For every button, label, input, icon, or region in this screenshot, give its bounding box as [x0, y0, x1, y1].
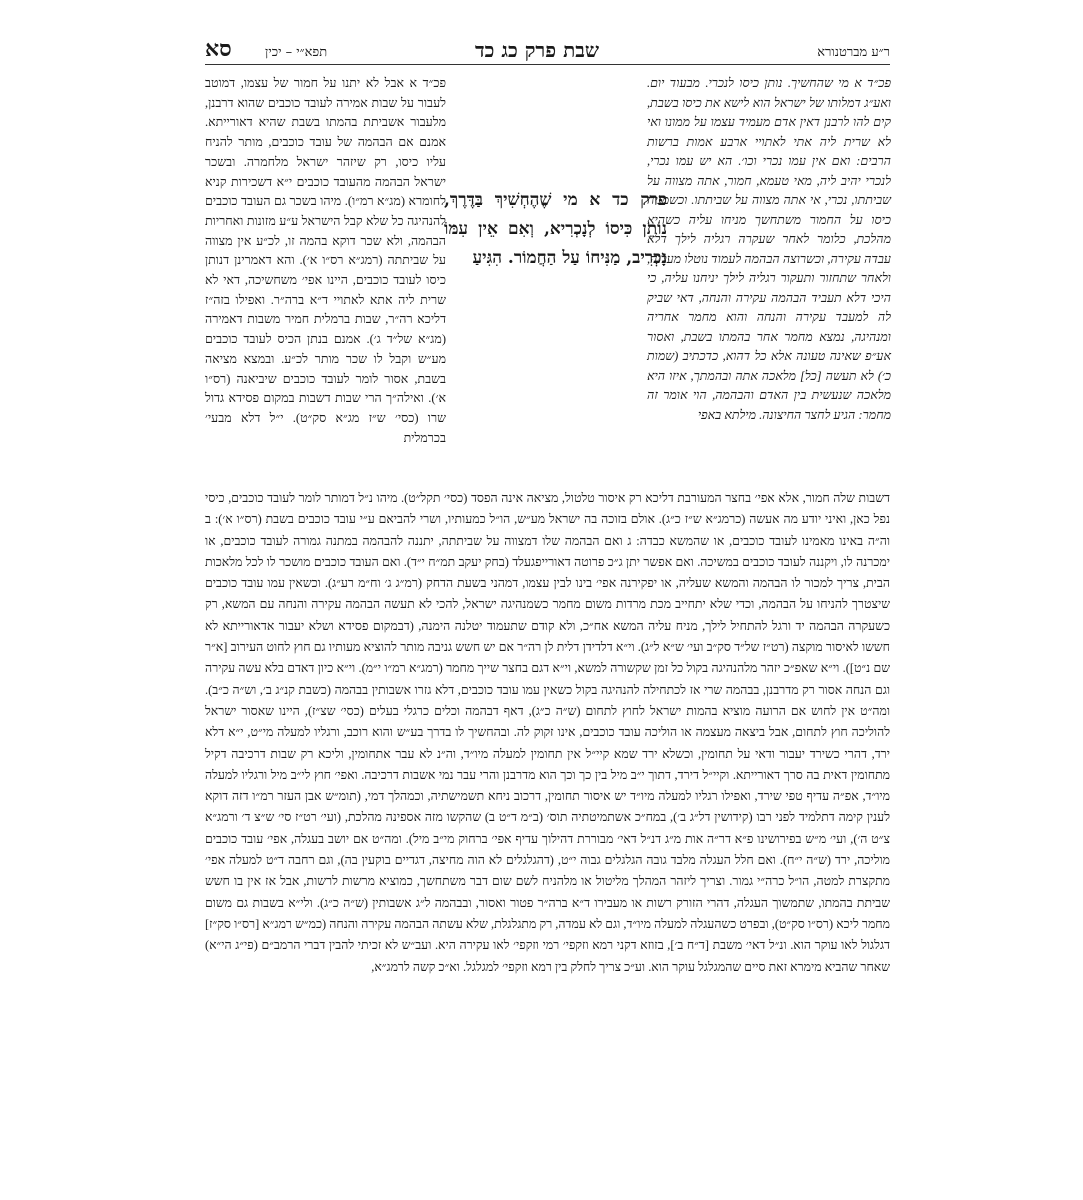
mishna-text: פרק כד א מי שֶׁהֶחְשִׁיךְ בַּדֶּרֶךְ, נוֹתֵן כִּיסוֹ לְנָכְרִיא, וְאִם אֵין עִמּוֹ נָכְרִיב, מַנִּיחוֹ עַל הַחֲמוֹר. הִגִּיעַ — [444, 190, 667, 268]
bartenura-text: פכ״ד א מי שהחשיך. נותן כיסו לנכרי. מבעוד יום. ואע״ג דמלותו של ישראל הוא לישא את כיסו בשבת, קים להו לרבנן דאין אדם מעמיד עצמו על ממונו ואי לא שרית ליה אתי לאתויי ארבע אמות ברשות הרבים: ואם אין עמו נכרי וכו׳. הא יש עמו נכרי, לנכרי יהיב ליה, מאי טעמא, חמור, אתה מצווה על שביתתו, נכרי, אי אתה מצווה על שביתתו. וכשמניח כיסו על החמור משתחשך מניחו עליה כשהיא מהלכת, כלומר לאחר שעקרה רגליה לילך דלא עבדה עקירה, וכשרוצה הבהמה לעמוד נוטלו מעליה, ולאחר שתחזור ותעקור רגליה לילך יניחנו עליה, כי היכי דלא תעביד הבהמה עקירה והנחה, דאי שביק לה למעבד עקירה והנחה והוא מחמר אחריה ומנהיגה, נמצא מחמר אחר בהמתו בשבת, ואסור אע״פ שאינה טעונה אלא כל דהוא, כדכתיב (שמות כ׳) לא תעשה [כל] מלאכה אתה ובהמתך, איזו היא מלאכה שנעשית בין האדם והבהמה, הוי אומר זה מחמר: הגיע לחצר החיצונה. מילתא באפי — [647, 76, 891, 422]
tiferet-yisrael-text: פכ״ד א אבל לא יתנו על חמור של עצמו, דמוטב לעבור על שבות אמירה לעובד כוכבים שהוא דרבנן, מלעבור אשביתת בהמתו בשבת שהיא דאורייתא. אמנם אם הבהמה של עובד כוכבים, מותר להניח עליו כיסו, רק שיזהר ישראל מלחמרה. ובשכר ישראל הבהמה מהעובד כוכבים י״א דשכירות קניא לחומרא (מג״א רמ״ו). מיהו בשכר גם העובד כוכבים להנהיגה כל שלא קבל הישראל ע״ע מזונות ואחריות הבהמה, ולא שכר דוקא בהמה זו, לכ״ע אין מצווה על שביתתה (רמג״א רס״ו א׳). והא דאמרינן דנותן כיסו לעובד כוכבים, היינו אפי׳ משחשיכה, דאי לא שרית ליה אתא לאתויי ד״א ברה״ר. ואפילו בזה״ז דליכא רה״ר, שבות ברמלית חמיר משבות דאמירה (מג״א של״ד ג׳). אמנם בנתן הכיס לעובד כוכבים מע״ש וקבל לו שכר מותר לכ״ע. ובמצא מציאה בשבת, אסור לומר לעובד כוכבים שיביאנה (רס״ו א׳). ואילה״ך הרי שבות דשבות במקום פסידא גדול שרו (כסי׳ ש״ז מג״א סק״ט). י״ל דלא מבעי׳ בכרמלית — [205, 76, 446, 445]
tiferet-yisrael-column — [205, 74, 446, 448]
header-commentator: ר״ע מברטנורא — [817, 45, 890, 60]
page-header — [205, 36, 890, 65]
bartenura-commentary-column — [647, 74, 891, 425]
mishna-block — [444, 186, 667, 273]
header-title: שבת פרק כג כד — [475, 38, 600, 62]
bottom-commentary-block — [205, 488, 890, 978]
header-chapter-range: תפא״י – יכין — [265, 45, 328, 60]
bottom-commentary-text: דשבות שלה חמור, אלא אפי׳ בחצר המעורבת דליכא רק איסור טלטול, מציאה אינה הפסד (כסי׳ תקל״ט). מיהו נ״ל דמותר לומר לעובד כוכבים, כיסי נפל כאן, ואיני יודע מה אעשה (כרמג״א ש״ז כ״ג). אולם בזוכה בה ישראל מע״ש, הו״ל כמעותיו, ושרי להביאם ע״י עובד כוכבים בשבת (רס״ו א׳): ב וה״ה באינו מאמינו לעובד כוכבים, או שהמשא כבדה: ג ואם הבהמה שלו דמצווה על שביתתה, יתננה להבהמה במתנה גמורה לעובד כוכבים, או ימכרנה לו, ויקננה לעובד כוכבים במשיכה. ואם אפשר יתן ג״כ פרוטה דאורייפגעלד (בחק יעקב תמ״ח י״ד). ואם העובד כוכבים מושכר לו לכל מלאכות הבית, צריך למכור לו הבהמה והמשא שעליה, או יפקירנה אפי׳ בינו לבין עצמו, דמהני בשעת הדחק (רמ״ג ג׳ וח״מ רע״ג). וכשאין עמו עובד כוכבים שיצטרך להניחו על הבהמה, וכדי שלא יתחייב מכת מרדות משום מחמר כשמנהיגה ישראל, להכי לא תעשה הבהמה עקירה והנחה עם המשא, רק כשעקרה הבהמה יד ורגל להתחיל לילך, מניח עליה המשא אח״כ, ולא קודם שתעמוד יטלנה הימנה, (דבמקום פסידא ושלא יעבור אדאורייתא לא חששו לאיסור מוקצה (רט״ז של״ד סק״ב ועי׳ ש״א ל״ג). וי״א דלדידן דלית לן רה״ר אם יש חשש גניבה מותר להוציא מעותיו גם חוץ לחוט העירוב [א״ר שם נ״ט]). וי״א שאפ״כ יזהר מלהנהיגה בקול כל זמן שקשורה למשא, וי״א דגם בחצר שייך מחמר (רמג״א רמ״ו י״מ). וי״א כיון דאדם בלא עשה עקירה וגם הנחה אסור רק מדרבנן, בבהמה שרי אז לכתחילה להנהיגה בקול כשאין עמו עובד כוכבים, דלא גזרו אשבותין בבהמה (כשבת קנ״ג ב׳, וש״ה כ״ב). ומה״ט אין לחוש אם הרועה מוציא בהמות ישראל לחוץ לתחום (ש״ה כ״ג), דאף דבהמה וכלים כרגלי בעלים (כסי׳ שצ״ז), היינו שאסור ישראל להוליכה חוץ לתחום, אבל ביצאה מעצמה או הוליכה עובד כוכבים, אינו זקוק לה. ובהחשיך לו בדרך בע״ש והוא רוכב, ורגליו למעלה מי״ט, י״א דלא ירד, דהרי כשירד יעבור ודאי על תחומין, וכשלא ירד שמא קיי״ל אין תחומין למעלה מיו״ד, וה״נ לא עבר אתחומין, וליכא רק שבות דרכיבה דקיל מתחומין דאית בה סרך דאורייתא. וקיי״ל דירד, דתוך י״ב מיל בין כך וכך הוא מדרבנן והרי עבר נמי אשבות דרכיבה. ואפי׳ חוץ לי״ב מיל ורגליו למעלה מיו״ד, אפ״ה עדיף טפי שירד, ואפילו רגליו למעלה מיו״ד יש איסור תחומין, דרכוב ניחא תשמישתיה, וכמהלך דמי, (תומ״ש אבן העזר רמ״ו דזה דוקא לענין קימה דתלמיד לפני רבו (קידושין דל״ג ב׳), במח״כ אשתמיטתיה תוס׳ (ב״מ ד״ט ב) שהקשו מזה אספינה מהלכת, (ועי׳ רט״ז סי׳ ש״צ ד׳ ורמג״א צ״ט ה׳), ועי׳ מ״ש בפירושינו פ״א דר״ה אות מ״ג דנ״ל דאי׳ מבוררת דהילוך עדיף אפי׳ ברחוק מי״ב מיל). ומה״ט אם יושב בעגלה, אפי׳ עובד כוכבים מוליכה, ירד (ש״ה י״ח). ואם חלל העגלה מלבד גובה הגלגלים גבוה י״ט, (דהגלגלים לא הוה מחיצה, דגדיים בוקעין בה), וגם רחבה ד״ט למעלה אפי׳ מתקצרת למטה, הו״ל כרה״י גמור. וצריך ליזהר המהלך מליטול או מלהניח לשם שום דבר משתחשך, כמוציא מרשות לרשות, אבל אז אין בו חשש שביתת בהמתו, שתמשוך העגלה, דהרי הזורק רשות או מעבירו ד״א ברה״ר פטור ואסור, ובבהמה ל״ג אשבותין (ש״ה כ״ג). ולי״א בשבות גם משום מחמר ליכא (רס״ו סק״ט), ובפרט כשהעגלה למעלה מיו״ד, וגם לא עמדה, רק מתגלגלת, שלא עשתה הבהמה עקירה והנחה (כמ״ש רמג״א [רס״ו סק״ז] דגלגול לאו עוקר הוא. ונ״ל דאי׳ משבת [ד״ח ב׳], בזוזא דקני רמא וזקפי׳ רמי וזקפי׳ לאו עקירה היא. ועב״ש לא זכיתי להבין דברי הרמב״ם (פי״ג הי״א) שאחר שהביא מימרא זאת סיים שהמגלגל עוקר הוא. וע״כ צריך לחלק בין רמא וזקפי׳ למגלגל. וא״כ קשה לרמג״א, — [205, 491, 890, 974]
header-folio-number: סא — [205, 36, 232, 62]
